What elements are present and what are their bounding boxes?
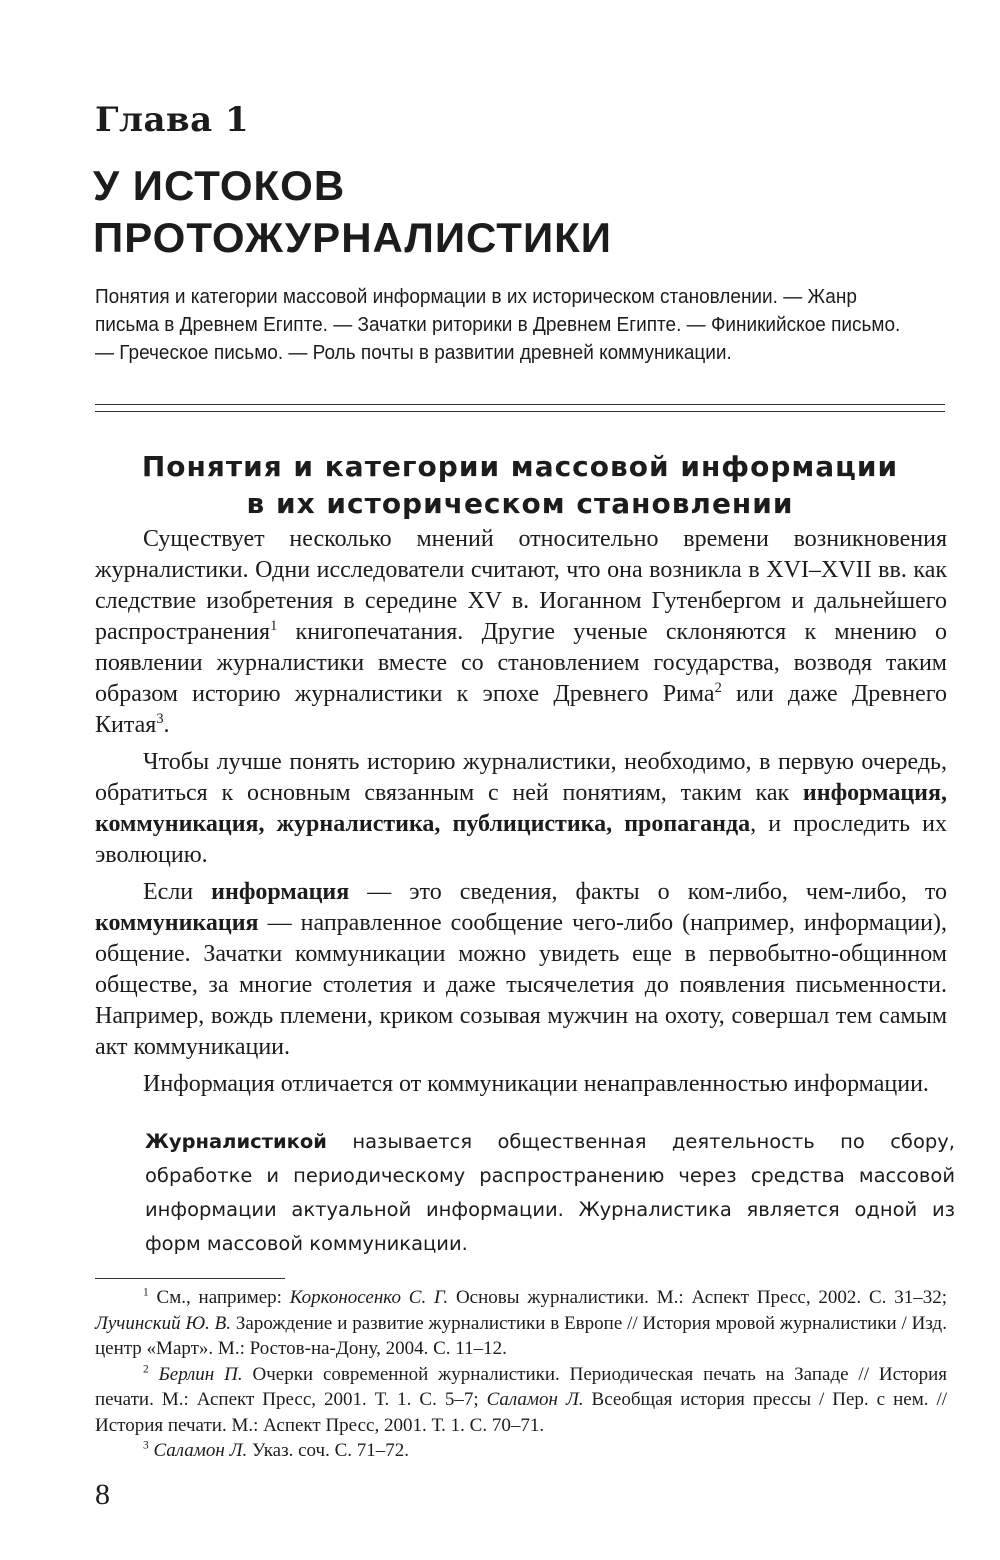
chapter-title-line-2: ПРОТОЖУРНАЛИСТИКИ <box>93 214 612 261</box>
paragraph-3-text-a: Если <box>143 879 212 905</box>
term-information: информация <box>211 879 350 905</box>
footnote-1-author-b: Лучинский Ю. В. <box>95 1312 232 1334</box>
paragraph-4: Информация отличается от коммуникации ненаправленностью информации. <box>143 1071 929 1097</box>
footnote-2-author-b: Саламон Л. <box>486 1389 584 1410</box>
footnote-divider <box>95 1278 285 1279</box>
footnote-3 <box>95 1438 947 1464</box>
paragraph-2-text-b: , и проследить их эволюцию. <box>95 811 947 868</box>
definition-box <box>145 1125 955 1261</box>
footnote-2-text-a: Очерки современной журналистики. Периодическая печать на Западе // История печати. М.: Аспект Пресс, 2001. Т. 1. С. 5–7; <box>95 1363 947 1410</box>
page-number: 8 <box>95 1478 110 1511</box>
term-communication: коммуникация <box>95 910 259 936</box>
footnote-1-text-a: Основы журналистики. М.: Аспект Пресс, 2002. С. 31–32; <box>448 1287 947 1308</box>
paragraph-3 <box>95 877 947 1063</box>
chapter-abstract: Понятия и категории массовой информации в их историческом становлении. — Жанр письма в Древнем Египте. — Зачатки риторики в Древнем Египте. — Финикийское письмо. — Греческое письмо. — Роль почты в развитии древней коммуникации. <box>95 286 901 364</box>
footnote-1-number: 1 <box>143 1286 149 1299</box>
footnote-1 <box>95 1285 947 1362</box>
footnote-ref-2[interactable]: 2 <box>714 680 722 696</box>
definition-text: называется общественная деятельность по сбору, обработке и периодическому распространению через средства массовой информации актуальной информации. Журналистика является одной из форм массовой коммуникации. <box>145 1130 955 1255</box>
footnote-3-text-a: Указ. соч. С. 71–72. <box>247 1440 410 1461</box>
paragraph-1-text-c: или даже Древнего Китая <box>95 681 948 738</box>
footnote-2 <box>95 1362 947 1439</box>
paragraph-1 <box>95 524 947 741</box>
paragraph-1-text-b: книгопечатания. Другие ученые склоняются к мнению о появлении журналистики вместе со становлением государства, возводя таким образом историю журналистики к эпохе Древнего Рима <box>95 619 947 707</box>
footnote-3-number: 3 <box>143 1439 149 1452</box>
chapter-title <box>93 160 953 264</box>
key-terms: информация, коммуникация, журналистика, публицистика, пропаганда <box>95 780 947 837</box>
paragraph-1-text-a: Существует несколько мнений относительно времени возникновения журналистики. Одни исследователи считают, что она возникла в XVI–XVII вв. как следствие изобретения в середине XV в. Иоганном Гутенбергом и дальнейшего распространения <box>95 526 947 645</box>
footnotes <box>95 1285 947 1464</box>
footnote-1-text-b: Зарождение и развитие журналистики в Европе // История мровой журналистики / Изд. центр «Март». М.: Ростов-на-Дону, 2004. С. 11–12. <box>95 1312 947 1359</box>
footnote-ref-1[interactable]: 1 <box>270 618 278 634</box>
footnote-ref-3[interactable]: 3 <box>156 711 164 727</box>
chapter-title-line-1: У ИСТОКОВ <box>93 162 346 209</box>
paragraph-1-text-d: . <box>163 712 170 738</box>
paragraph-3-text-b: — это сведения, факты о ком-либо, чем-либо, то <box>349 879 948 905</box>
footnote-2-text-b: Всеобщая история прессы / Пер. с нем. // История печати. М.: Аспект Пресс, 2001. Т. 1. С. 70–71. <box>95 1389 948 1436</box>
footnote-1-author-a: Корконосенко С. Г. <box>289 1287 449 1308</box>
footnote-2-author-a: Берлин П. <box>158 1363 243 1385</box>
body-text <box>95 524 947 1106</box>
section-heading <box>95 448 945 522</box>
footnote-3-author-a: Саламон Л. <box>153 1440 248 1461</box>
section-heading-line-2: в их историческом становлении <box>246 487 794 520</box>
footnote-2-number: 2 <box>143 1363 149 1376</box>
section-heading-line-1: Понятия и категории массовой информации <box>141 450 899 483</box>
paragraph-2-text-a: Чтобы лучше понять историю журналистики, необходимо, в первую очередь, обратиться к основным связанным с ней понятиям, таким как <box>95 749 947 806</box>
paragraph-2 <box>95 747 947 871</box>
definition-term: Журналистикой <box>145 1130 327 1153</box>
paragraph-3-text-c: — направленное сообщение чего-либо (например, информации), общение. Зачатки коммуникации можно увидеть еще в первобытно-общинном обществе, за многие столетия и даже тысячелетия до появления письменности. Например, вождь племени, криком созывая мужчин на охоту, совершал тем самым акт коммуникации. <box>95 910 947 1060</box>
footnote-1-prefix: См., например: <box>148 1287 290 1308</box>
chapter-label: Глава 1 <box>95 100 250 140</box>
double-divider <box>95 404 945 412</box>
